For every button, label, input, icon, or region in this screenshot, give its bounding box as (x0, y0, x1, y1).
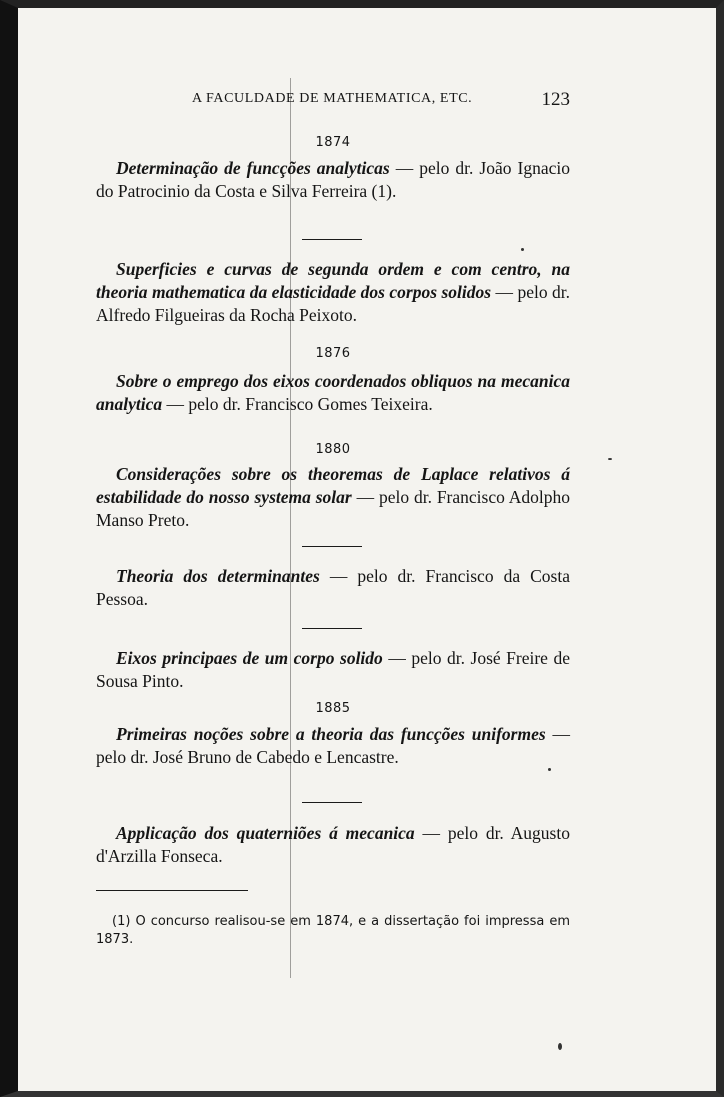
thesis-title: Considerações sobre os theoremas de Laplace relativos á estabilidade do nosso systema solar (96, 464, 570, 507)
thesis-title: Primeiras noções sobre a theoria das funcções uniformes (116, 724, 546, 744)
year-heading: 1874 (315, 135, 351, 150)
thesis-author: — pelo dr. José Freire de Sousa Pinto. (96, 648, 570, 691)
thesis-entry (96, 157, 570, 203)
thesis-entry (96, 822, 570, 868)
thesis-title: Sobre o emprego dos eixos coordenados obliquos na mecanica analytica (96, 371, 570, 414)
ink-speck (521, 248, 524, 251)
thesis-title: Superficies e curvas de segunda ordem e com centro, na theoria mathematica da elasticidade dos corpos solidos (96, 259, 570, 302)
running-header (96, 89, 570, 111)
footnote-rule (96, 890, 248, 891)
thesis-title: Theoria dos determinantes (116, 566, 320, 586)
thesis-author: — pelo dr. Alfredo Filgueiras da Rocha Peixoto. (96, 282, 570, 325)
thesis-entry (96, 723, 570, 769)
thesis-author: — pelo dr. Francisco Gomes Teixeira. (162, 394, 433, 414)
page-number: 123 (541, 89, 570, 110)
thesis-title: Eixos principaes de um corpo solido (116, 648, 383, 668)
year-heading: 1885 (315, 701, 351, 716)
section-divider (302, 239, 362, 240)
year-heading: 1880 (315, 442, 351, 457)
thesis-entry (96, 647, 570, 693)
ink-speck (558, 1043, 562, 1050)
running-title: A FACULDADE DE MATHEMATICA, ETC. (192, 91, 473, 106)
thesis-entry (96, 463, 570, 532)
thesis-author: — pelo dr. João Ignacio do Patrocinio da Costa e Silva Ferreira (1). (96, 158, 571, 201)
thesis-title: Applicação dos quaterniões á mecanica (116, 823, 415, 843)
thesis-author: — pelo dr. José Bruno de Cabedo e Lencastre. (96, 724, 570, 767)
thesis-title: Determinação de funcções analyticas (116, 158, 390, 178)
section-divider (302, 628, 362, 629)
thesis-author: — pelo dr. Francisco da Costa Pessoa. (96, 566, 570, 609)
thesis-author: — pelo dr. Augusto d'Arzilla Fonseca. (96, 823, 570, 866)
section-divider (302, 546, 362, 547)
section-divider (302, 802, 362, 803)
thesis-entry (96, 258, 570, 327)
thesis-entry (96, 565, 570, 611)
thesis-entry (96, 370, 570, 416)
thesis-author: — pelo dr. Francisco Adolpho Manso Preto. (96, 487, 571, 530)
ink-speck (608, 458, 612, 460)
year-heading: 1876 (315, 346, 351, 361)
footnote: (1) O concurso realisou-se em 1874, e a dissertação foi impressa em 1873. (96, 914, 570, 947)
